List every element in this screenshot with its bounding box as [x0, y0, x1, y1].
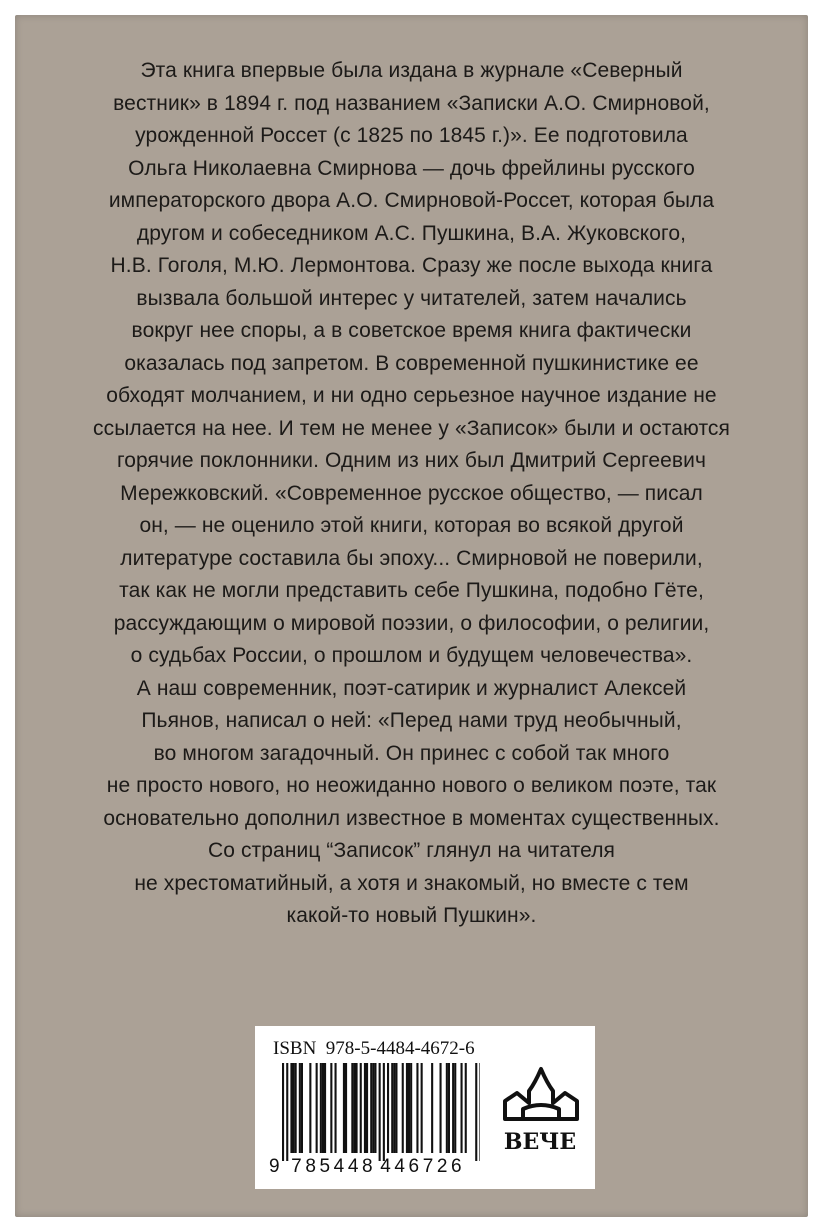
- barcode-panel: [255, 1026, 595, 1189]
- blurb-line: обходят молчанием, и ни одно серьезное научное издание не: [106, 384, 717, 407]
- barcode-bar: [465, 1063, 467, 1153]
- blurb-line: Эта книга впервые была издана в журнале «Северный: [140, 59, 683, 82]
- barcode-bar: [431, 1063, 433, 1153]
- barcode-bar: [366, 1063, 368, 1153]
- barcode-bar: [410, 1063, 412, 1153]
- barcode-bar: [295, 1063, 297, 1153]
- barcode-bar: [383, 1063, 385, 1161]
- ean-first-digit: 9: [269, 1156, 284, 1177]
- barcode-bar: [360, 1063, 362, 1153]
- ean-digits: [269, 1156, 465, 1178]
- isbn-number: 978-5-4484-4672-6: [325, 1038, 475, 1059]
- barcode-bar: [461, 1063, 463, 1153]
- isbn-label: ISBN: [273, 1038, 317, 1059]
- blurb-line: вестник» в 1894 г. под названием «Записки А.О. Смирновой,: [113, 91, 710, 115]
- veche-logo: [499, 1061, 581, 1161]
- barcode-bar: [454, 1063, 456, 1153]
- barcode-bar: [286, 1063, 288, 1161]
- barcode-bar: [391, 1063, 393, 1153]
- blurb-line: А наш современник, поэт-сатирик и журналист Алексей: [136, 676, 687, 700]
- barcode-bar: [290, 1063, 292, 1153]
- barcode-bar: [343, 1063, 345, 1153]
- blurb-line: ссылается на нее. И тем не менее у «Записок» были и остаются: [93, 416, 730, 440]
- blurb-line: Ольга Николаевна Смирнова — дочь фрейлины русского: [128, 156, 695, 180]
- barcode-bar: [353, 1063, 355, 1153]
- barcode-bar: [475, 1063, 477, 1161]
- blurb-line: Н.В. Гоголя, М.Ю. Лермонтова. Сразу же после выхода книга: [110, 254, 713, 277]
- blurb-line: оказалась под запретом. В современной пушкинистике ее: [124, 351, 699, 375]
- blurb-line: вокруг нее споры, а в советское время книга фактически: [131, 319, 692, 342]
- blurb-line: Пьянов, написал о ней: «Перед нами труд необычный,: [141, 709, 682, 732]
- barcode-bar: [452, 1063, 454, 1153]
- blurb-line: о судьбах России, о прошлом и будущем человечества».: [130, 644, 693, 667]
- barcode-bar: [301, 1063, 303, 1153]
- blurb-line: Мережковский. «Современное русское общество, — писал: [120, 481, 703, 505]
- barcode-bar: [393, 1063, 395, 1153]
- ean-barcode: [270, 1063, 480, 1161]
- isbn-line: [273, 1038, 475, 1060]
- barcode-bar: [406, 1063, 408, 1153]
- blurb-line: Со страниц “Записок” глянул на читателя: [207, 839, 616, 862]
- barcode-bar: [379, 1063, 381, 1161]
- blurb-text: [15, 55, 808, 933]
- barcode-bar: [370, 1063, 372, 1153]
- barcode-bar: [322, 1063, 324, 1153]
- blurb-line: другом и собеседником А.С. Пушкина, В.А. Жуковского,: [136, 221, 687, 245]
- blurb-line: во многом загадочный. Он принес с собой так много: [153, 741, 670, 765]
- blurb-line: рассуждающим о мировой поэзии, о философии, о религии,: [113, 611, 710, 635]
- barcode-bar: [448, 1063, 450, 1153]
- barcode-bar: [330, 1063, 332, 1153]
- barcode-bar: [372, 1063, 374, 1153]
- barcode-bar: [479, 1063, 480, 1161]
- blurb-line: какой-то новый Пушкин».: [286, 904, 537, 927]
- barcode-bar: [309, 1063, 311, 1153]
- barcode-bar: [351, 1063, 353, 1153]
- blurb-line: литературе составила бы эпоху... Смирновой не поверили,: [120, 546, 703, 570]
- blurb-line: так как не могли представить себе Пушкина, подобно Гёте,: [119, 579, 704, 602]
- barcode-bar: [364, 1063, 366, 1153]
- blurb-line: не просто нового, но неожиданно нового о великом поэте, так: [106, 774, 717, 797]
- ean-right-group: 446726: [380, 1156, 466, 1177]
- barcode-bar: [335, 1063, 337, 1153]
- barcode-bar: [316, 1063, 318, 1153]
- barcode-bar: [440, 1063, 442, 1153]
- barcode-bar: [345, 1063, 347, 1153]
- back-cover: [15, 15, 808, 1217]
- barcode-bar: [421, 1063, 423, 1153]
- barcode-bar: [324, 1063, 326, 1153]
- veche-logo-text: ВЕЧЕ: [503, 1129, 577, 1155]
- barcode-bar: [293, 1063, 295, 1153]
- barcode-bar: [374, 1063, 376, 1153]
- barcode-bar: [356, 1063, 358, 1153]
- blurb-line: императорского двора А.О. Смирновой-Россет, которая была: [108, 189, 715, 212]
- barcode-bar: [408, 1063, 410, 1153]
- barcode-bar: [320, 1063, 322, 1153]
- blurb-line: не хрестоматийный, а хотя и знакомый, но вместе с тем: [134, 871, 689, 895]
- blurb-line: урожденной Россет (с 1825 по 1845 г.)». Ее подготовила: [135, 124, 688, 147]
- barcode-bar: [402, 1063, 404, 1153]
- blurb-line: он, — не оценило этой книги, которая во всякой другой: [139, 514, 684, 537]
- blurb-line: основательно дополнил известное в моментах существенных.: [103, 806, 720, 830]
- barcode-bar: [395, 1063, 397, 1153]
- blurb-line: горячие поклонники. Одним из них был Дмитрий Сергеевич: [116, 449, 707, 472]
- kremlin-tower-icon: [505, 1069, 577, 1119]
- barcode-bar: [282, 1063, 284, 1161]
- barcode-bar: [446, 1063, 448, 1153]
- blurb-line: вызвала большой интерес у читателей, затем начались: [136, 286, 687, 310]
- ean-left-group: 785448: [291, 1156, 377, 1177]
- barcode-bar: [299, 1063, 301, 1153]
- barcode-bar: [387, 1063, 389, 1153]
- barcode-bar: [416, 1063, 418, 1153]
